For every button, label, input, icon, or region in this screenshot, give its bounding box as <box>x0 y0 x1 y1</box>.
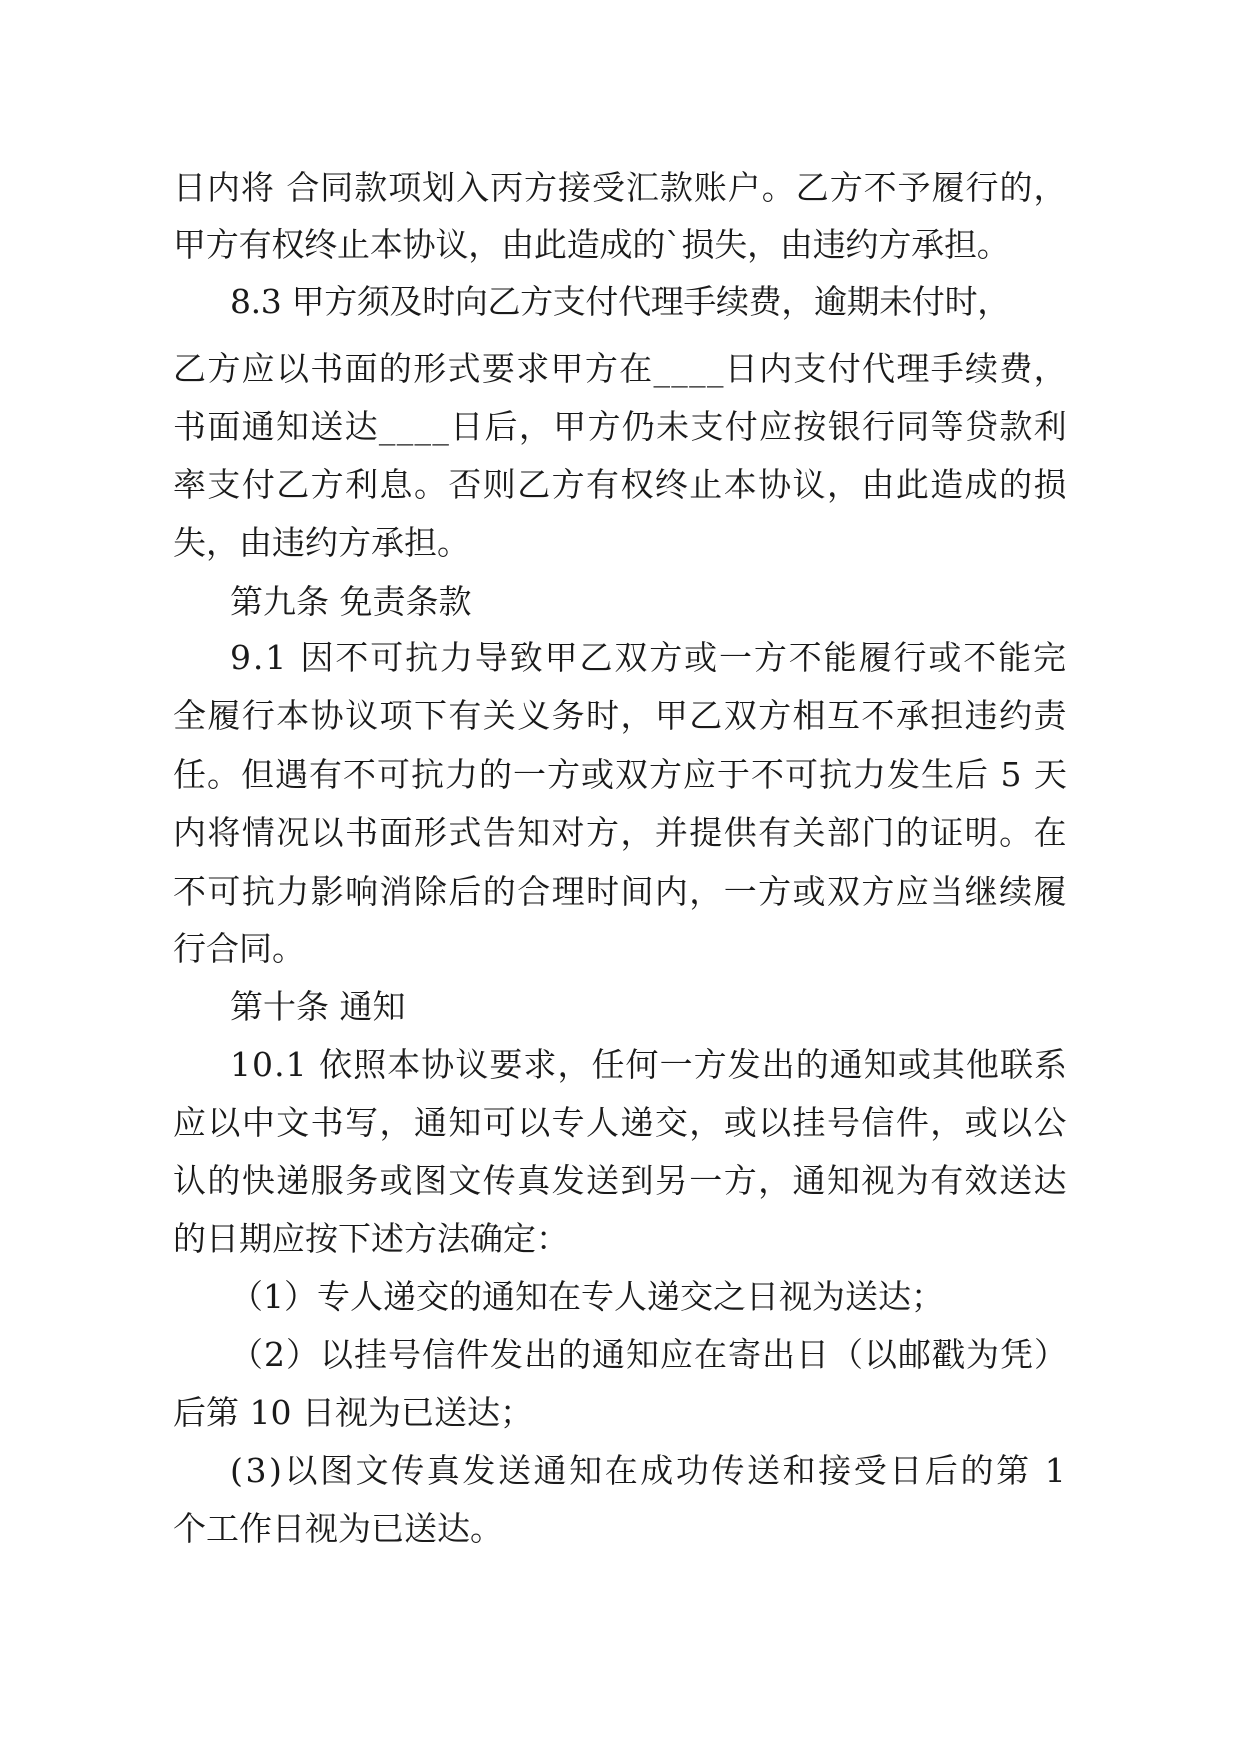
list-item: （1）专人递交的通知在专人递交之日视为送达； <box>230 1277 944 1316</box>
section-heading: 第九条 免责条款 <box>230 582 472 621</box>
paragraph-line: 行合同。 <box>173 929 305 968</box>
list-item: (3)以图文传真发送通知在成功传送和接受日后的第 1 <box>230 1451 1069 1490</box>
paragraph-line: 应以中文书写，通知可以专人递交，或以挂号信件，或以公 <box>173 1103 1068 1142</box>
list-item: （2）以挂号信件发出的通知应在寄出日（以邮戳为凭） <box>230 1335 1068 1374</box>
paragraph-line: 甲方有权终止本协议，由此造成的`损失，由违约方承担。 <box>173 225 1010 264</box>
paragraph-line: 的日期应按下述方法确定： <box>173 1219 569 1258</box>
paragraph-line: 任。但遇有不可抗力的一方或双方应于不可抗力发生后 5 天 <box>173 755 1068 794</box>
paragraph-line: 个工作日视为已送达。 <box>173 1509 503 1548</box>
paragraph-line: 认的快递服务或图文传真发送到另一方，通知视为有效送达 <box>173 1161 1068 1200</box>
paragraph-line: 全履行本协议项下有关义务时，甲乙双方相互不承担违约责 <box>173 696 1068 735</box>
paragraph-line: 9.1 因不可抗力导致甲乙双方或一方不能履行或不能完 <box>230 638 1068 677</box>
paragraph-line: 10.1 依照本协议要求，任何一方发出的通知或其他联系 <box>230 1045 1069 1084</box>
paragraph-line: 日内将 合同款项划入丙方接受汇款账户。乙方不予履行的， <box>173 168 1068 207</box>
paragraph-line: 不可抗力影响消除后的合理时间内，一方或双方应当继续履 <box>173 872 1068 911</box>
paragraph-line: 乙方应以书面的形式要求甲方在____日内支付代理手续费， <box>173 349 1068 388</box>
paragraph-line: 8.3 甲方须及时向乙方支付代理手续费，逾期未付时， <box>230 282 1010 321</box>
paragraph-line: 书面通知送达____日后，甲方仍未支付应按银行同等贷款利 <box>173 407 1068 446</box>
section-heading: 第十条 通知 <box>230 987 406 1026</box>
paragraph-line: 内将情况以书面形式告知对方，并提供有关部门的证明。在 <box>173 813 1068 852</box>
paragraph-line: 率支付乙方利息。否则乙方有权终止本协议，由此造成的损 <box>173 465 1068 504</box>
paragraph-line: 失，由违约方承担。 <box>173 523 470 562</box>
paragraph-line: 后第 10 日视为已送达； <box>173 1393 533 1432</box>
